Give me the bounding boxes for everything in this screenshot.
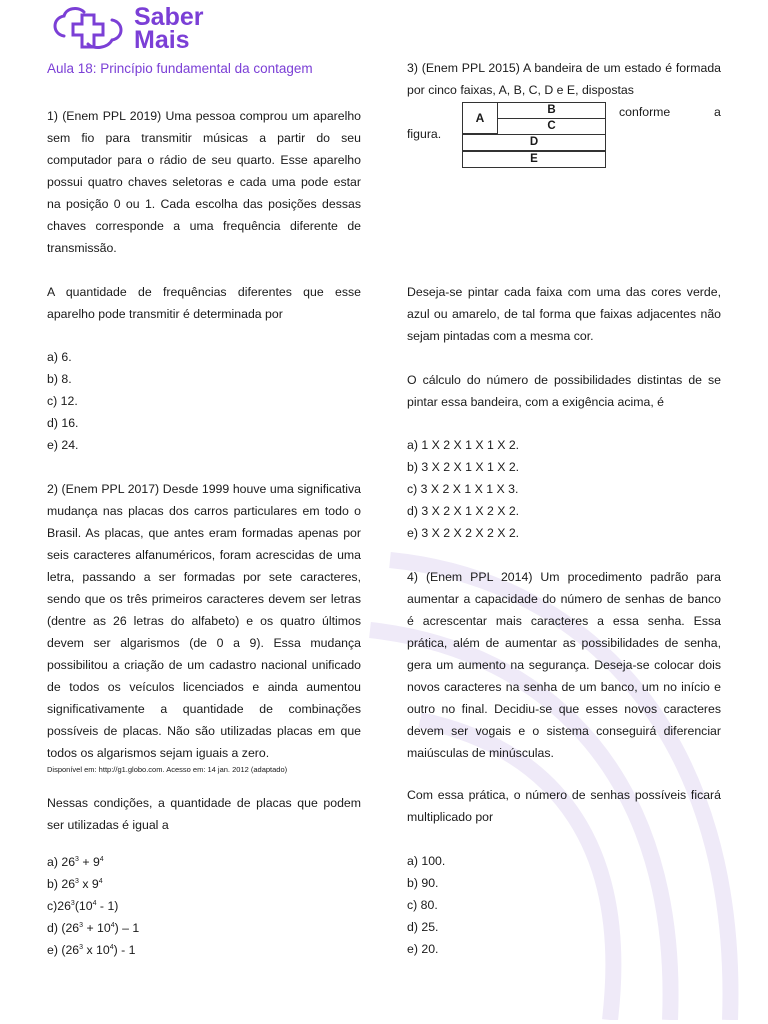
q3-option: e) 3 X 2 X 2 X 2 X 2. [407, 526, 520, 540]
q3-option: b) 3 X 2 X 1 X 1 X 2. [407, 460, 520, 474]
q2-question: Nessas condições, a quantidade de placas que podem ser utilizadas é igual a [47, 796, 361, 832]
q4-option: d) 25. [407, 920, 439, 934]
flag-diagram [462, 102, 606, 168]
q3-option: d) 3 X 2 X 1 X 2 X 2. [407, 504, 520, 518]
q3-question-block [407, 369, 721, 413]
brand-logo [50, 3, 204, 54]
q3-option: c) 3 X 2 X 1 X 1 X 3. [407, 482, 519, 496]
q2-block [47, 478, 361, 776]
q1-option: c) 12. [47, 394, 78, 408]
q4-options [407, 850, 721, 960]
q1-option: a) 6. [47, 350, 72, 364]
q1-option: e) 24. [47, 438, 79, 452]
brand-line1: Saber [134, 3, 204, 31]
q2-option-b: b) $26^3$ x $9^4$ [47, 877, 103, 891]
q4-question: Com essa prática, o número de senhas possíveis ficará multiplicado por [407, 788, 721, 824]
q3-line3: figura. [407, 127, 442, 141]
q1-option: d) 16. [47, 416, 79, 430]
q4-option: c) 80. [407, 898, 438, 912]
brand-cross-icon [50, 6, 128, 52]
q2-option-a: a) $26^3 + 9^4$ [47, 855, 104, 869]
q1-question-block [47, 281, 361, 325]
q2-source: Disponível em: http://g1.globo.com. Acesso em: 14 jan. 2012 (adaptado) [47, 765, 288, 774]
brand-line2: Mais [134, 26, 190, 54]
q3-text2: Deseja-se pintar cada faixa com uma das cores verde, azul ou amarelo, de tal forma que faixas adjacentes não sejam pintadas com a mesma cor. [407, 285, 721, 343]
flag-stripe-c: C [497, 118, 606, 135]
q1-text: 1) (Enem PPL 2019) Uma pessoa comprou um aparelho sem fio para transmitir músicas a partir do seu computador para o rádio de seu quarto. Esse aparelho possui quatro chaves seletoras e cada uma pode estar na posição 0 ou 1. Cada escolha das posições dessas chaves corresponde a uma frequência diferente de transmissão. [47, 109, 361, 255]
q3-line1: 3) (Enem PPL 2015) A bandeira de um estado é formada por cinco faixas, A, B, C, D e E, dispostas [407, 61, 721, 97]
q4-question-block [407, 784, 721, 828]
q2-option-c: $c)26^3(10^4 - 1)$ [47, 899, 119, 913]
q1-block [47, 105, 361, 259]
flag-stripe-a: A [462, 102, 498, 134]
flag-stripe-b: B [497, 102, 606, 119]
q4-option: a) 100. [407, 854, 446, 868]
q3-options [407, 434, 721, 544]
q2-option-d: d) $(26^3 + 10^4) - 1$ [47, 921, 140, 935]
q1-question: A quantidade de frequências diferentes que esse aparelho pode transmitir é determinada por [47, 285, 361, 321]
q3-intro [407, 57, 721, 101]
q4-text: 4) (Enem PPL 2014) Um procedimento padrão para aumentar a capacidade do número de senhas de banco é acrescentar mais caracteres a essa senha. Essa prática, além de aumentar as possibilidades de senha, gera um aumento na segurança. Deseja-se colocar dois novos caracteres na senha de um banco, um no início e outro no final. Decidiu-se que esses novos caracteres devem ser vogais e o sistema conseguirá diferenciar maiúsculas de minúsculas. [407, 570, 721, 760]
q3-text2-block [407, 281, 721, 347]
q4-option: b) 90. [407, 876, 439, 890]
q2-options [47, 851, 361, 961]
q4-option: e) 20. [407, 942, 439, 956]
q2-option-e: e) ($26^3$ x $10^4) - 1$ [47, 943, 136, 957]
q3-question: O cálculo do número de possibilidades distintas de se pintar essa bandeira, com a exigência acima, é [407, 373, 721, 409]
q2-text: 2) (Enem PPL 2017) Desde 1999 houve uma significativa mudança nas placas dos carros particulares em todo o Brasil. As placas, que antes eram formadas apenas por seis caracteres alfanuméricos, foram acrescidas de uma letra, passando a ser formadas por sete caracteres, sendo que os três primeiros caracteres devem ser letras (dentre as 26 letras do alfabeto) e os quatro últimos devem ser algarismos (de 0 a 9). Essa mudança possibilitou a criação de um cadastro nacional unificado de todos os veículos licenciados e ainda aumentou significativamente a quantidade de combinações possíveis de placas. Não são utilizadas placas em que todos os algarismos sejam iguais a zero. [47, 482, 361, 760]
q4-block [407, 566, 721, 764]
q2-question-block [47, 792, 361, 836]
flag-stripe-d: D [462, 134, 606, 151]
q3-line2-end: a [714, 105, 721, 119]
flag-stripe-e: E [462, 151, 606, 168]
q1-option: b) 8. [47, 372, 72, 386]
page-title: Aula 18: Princípio fundamental da contagem [47, 61, 313, 76]
q1-options [47, 346, 361, 456]
q3-line2-word: conforme [619, 105, 671, 119]
q3-option: a) 1 X 2 X 1 X 1 X 2. [407, 438, 520, 452]
